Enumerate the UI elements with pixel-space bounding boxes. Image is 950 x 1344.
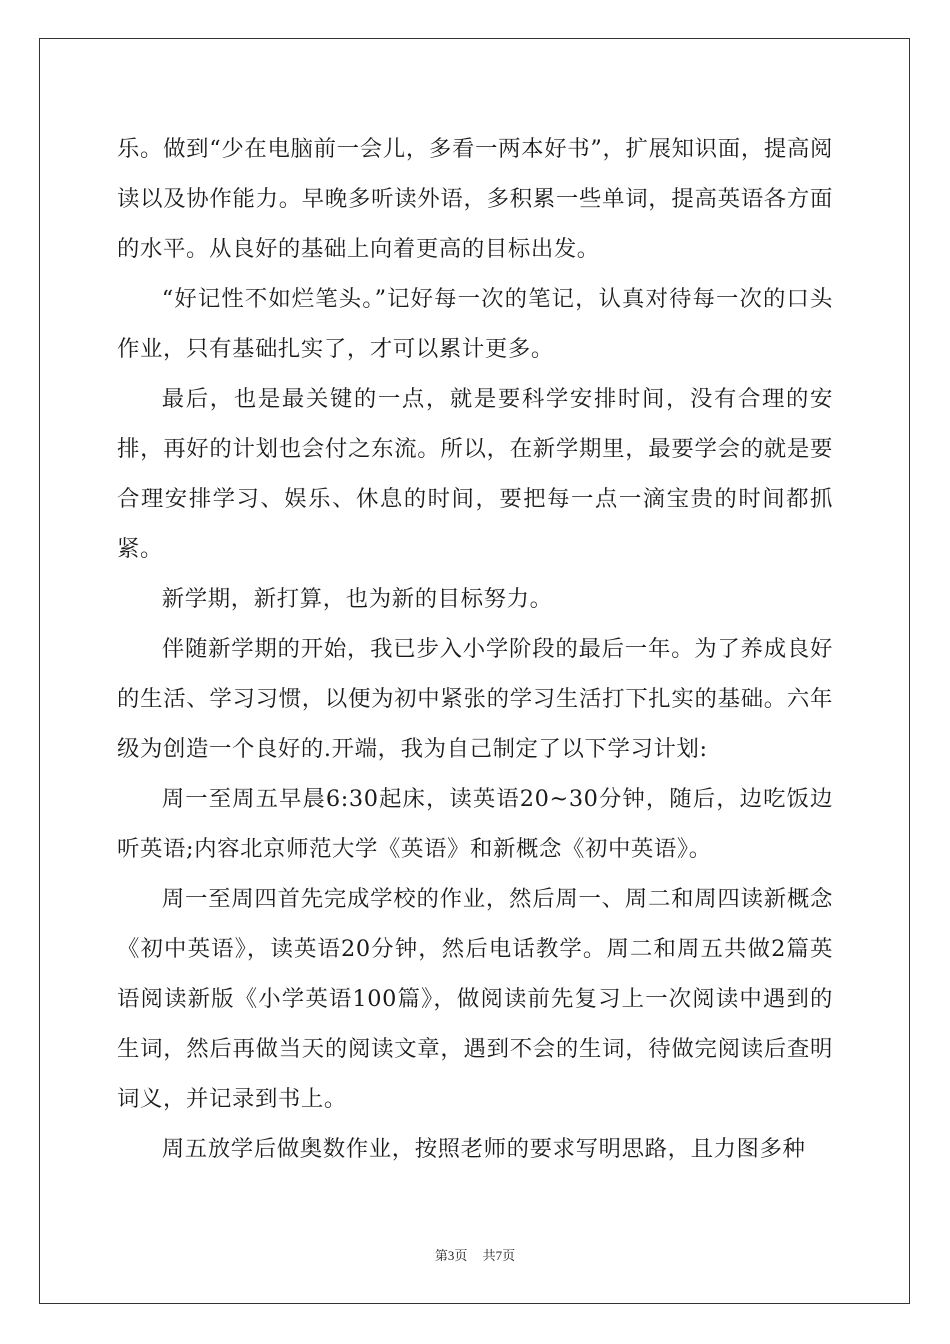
paragraph-7: 周一至周四首先完成学校的作业，然后周一、周二和周四读新概念《初中英语》，读英语20分钟，然后电话教学。周二和周五共做2篇英语阅读新版《小学英语100篇》，做阅读前先复习上一次阅读中遇到的生词，然后再做当天的阅读文章，遇到不会的生词，待做完阅读后查明词义，并记录到书上。 [117, 886, 833, 1112]
paragraph-5: 伴随新学期的开始，我已步入小学阶段的最后一年。为了养成良好的生活、学习习惯，以便为初中紧张的学习生活打下扎实的基础。六年级为创造一个良好的.开端，我为自己制定了以下学习计划: [117, 636, 833, 762]
paragraph-2: “好记性不如烂笔头。”记好每一次的笔记，认真对待每一次的口头作业，只有基础扎实了，才可以累计更多。 [117, 286, 833, 362]
page-number: 第3页 [434, 1248, 468, 1263]
paragraph-3: 最后，也是最关键的一点，就是要科学安排时间，没有合理的安排，再好的计划也会付之东流。所以，在新学期里，最要学会的就是要合理安排学习、娱乐、休息的时间，要把每一点一滴宝贵的时间都抓紧。 [117, 386, 833, 562]
page-footer [0, 1246, 950, 1266]
document-body [117, 124, 833, 1174]
page-total: 共7页 [482, 1248, 516, 1263]
paragraph-6: 周一至周五早晨6:30起床，读英语20~30分钟，随后，边吃饭边听英语;内容北京师范大学《英语》和新概念《初中英语》。 [117, 786, 833, 862]
paragraph-8: 周五放学后做奥数作业，按照老师的要求写明思路，且力图多种 [161, 1136, 806, 1162]
paragraph-4: 新学期，新打算，也为新的目标努力。 [161, 586, 553, 612]
paragraph-1: 乐。做到“少在电脑前一会儿，多看一两本好书”，扩展知识面，提高阅读以及协作能力。早晚多听读外语，多积累一些单词，提高英语各方面的水平。从良好的基础上向着更高的目标出发。 [117, 136, 833, 262]
